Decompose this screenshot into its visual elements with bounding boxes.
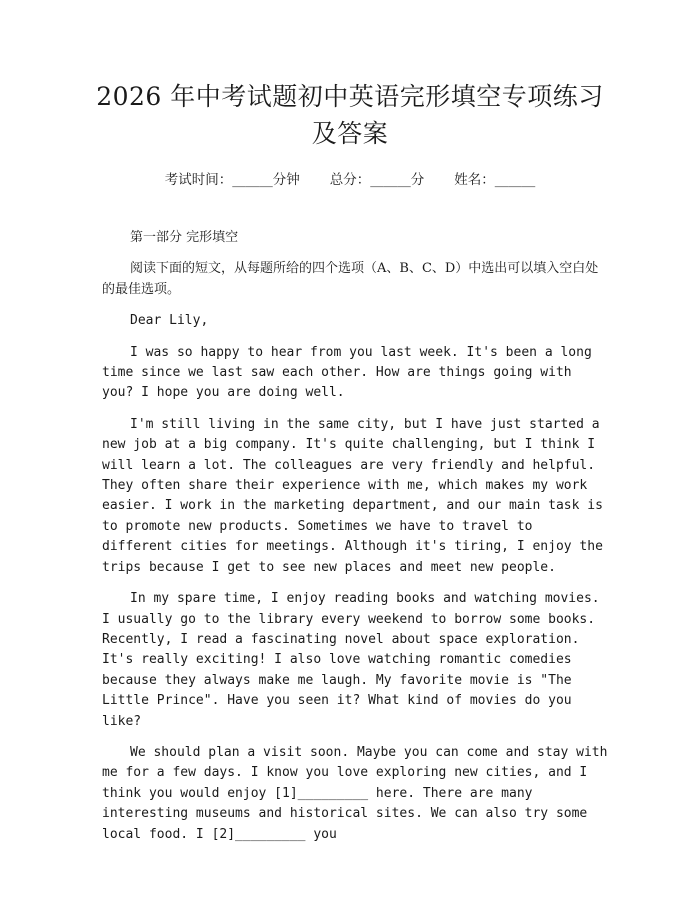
document-title (0, 78, 700, 152)
instructions: 阅读下面的短文，从每题所给的四个选项（A、B、C、D）中选出可以填入空白处的最佳选项。 (102, 261, 599, 297)
title-line-1: 2026 年中考试题初中英语完形填空专项练习 (96, 82, 604, 111)
letter-greeting: Dear Lily, (130, 313, 209, 329)
score-label: 总分：______分 (329, 172, 425, 188)
document-body (102, 228, 608, 856)
exam-info-row (0, 168, 700, 188)
exam-time-label: 考试时间：______分钟 (164, 172, 300, 188)
section-title: 第一部分 完形填空 (130, 230, 239, 245)
paragraph-2: I'm still living in the same city, but I have just started a new job at a big company. It's quite challenging, but I think I will learn a lot. The colleagues are very friendly and helpful. They often share their experience with me, which makes my work easier. I work in the marketing department, and our main task is to promote new products. Sometimes we have to travel to different cities for meetings. Although it's tiring, I enjoy the trips because I get to see new places and meet new people. (102, 416, 603, 575)
title-line-2: 及答案 (311, 119, 389, 148)
name-label: 姓名：______ (454, 172, 536, 188)
paragraph-4: We should plan a visit soon. Maybe you can come and stay with me for a few days. I know you love exploring new cities, and I think you would enjoy [1]_________ here. There are many interesting museums and historical sites. We can also try some local food. I [2]_________ you (102, 744, 608, 842)
paragraph-1: I was so happy to hear from you last week. It's been a long time since we last saw each other. How are things going with you? I hope you are doing well. (102, 344, 592, 401)
paragraph-3: In my spare time, I enjoy reading books and watching movies. I usually go to the library every weekend to borrow some books. Recently, I read a fascinating novel about space exploration. It's really exciting! I also love watching romantic comedies because they always make me laugh. My favorite movie is "The Little Prince". Have you seen it? What kind of movies do you like? (102, 591, 600, 729)
